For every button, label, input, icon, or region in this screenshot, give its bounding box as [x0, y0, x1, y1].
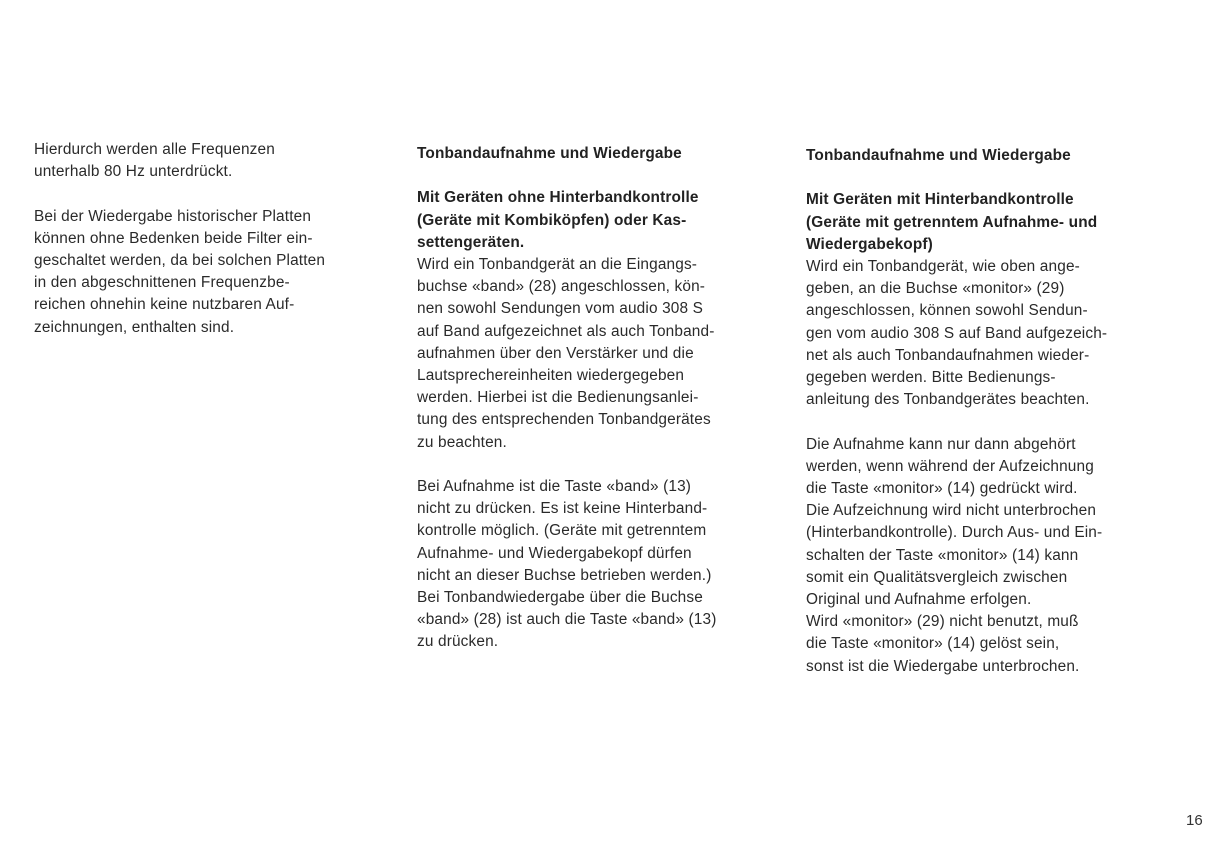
text-line: auf Band aufgezeichnet als auch Tonband-	[417, 322, 715, 340]
text-line: Lautsprechereinheiten wiedergegeben	[417, 367, 685, 385]
text-line: zu drücken.	[417, 633, 499, 651]
left-paragraph-2	[34, 206, 379, 339]
text-line: die Taste «monitor» (14) gedrückt wird.	[806, 480, 1078, 498]
text-line: (Geräte mit getrenntem Aufnahme- und	[806, 213, 1098, 231]
text-line: «band» (28) ist auch die Taste «band» (13)	[417, 611, 717, 629]
left-column	[34, 139, 379, 339]
text-line: (Hinterbandkontrolle). Durch Aus- und Ein-	[806, 524, 1103, 542]
text-line: geben, an die Buchse «monitor» (29)	[806, 280, 1065, 298]
text-line: (Geräte mit Kombiköpfen) oder Kas-	[417, 211, 687, 229]
text-line: können ohne Bedenken beide Filter ein-	[34, 229, 313, 247]
text-line: Wiedergabekopf)	[806, 235, 933, 253]
text-line: Bei der Wiedergabe historischer Platten	[34, 207, 312, 225]
middle-column	[417, 143, 782, 654]
text-line: reichen ohnehin keine nutzbaren Auf-	[34, 296, 295, 314]
text-line: Die Aufnahme kann nur dann abgehört	[806, 435, 1076, 453]
text-line: nen sowohl Sendungen vom audio 308 S	[417, 300, 704, 318]
right-column	[806, 145, 1176, 678]
text-line: Mit Geräten ohne Hinterbandkontrolle	[417, 189, 699, 207]
text-line: gen vom audio 308 S auf Band aufgezeich-	[806, 324, 1108, 342]
section-subheading	[806, 189, 1176, 256]
text-line: schalten der Taste «monitor» (14) kann	[806, 546, 1079, 564]
right-paragraph-2	[806, 434, 1176, 678]
section-subheading	[417, 187, 782, 254]
text-line: Bei Tonbandwiedergabe über die Buchse	[417, 589, 703, 607]
text-line: settengeräten.	[417, 233, 525, 251]
text-line: Hierdurch werden alle Frequenzen	[34, 141, 275, 158]
text-line: zeichnungen, enthalten sind.	[34, 318, 235, 336]
text-line: Bei Aufnahme ist die Taste «band» (13)	[417, 478, 692, 496]
section-heading	[806, 145, 1176, 167]
text-line: buchse «band» (28) angeschlossen, kön-	[417, 278, 706, 296]
text-line: net als auch Tonbandaufnahmen wieder-	[806, 346, 1090, 364]
text-line: sonst ist die Wiedergabe unterbrochen.	[806, 657, 1080, 675]
middle-paragraph-2	[417, 476, 782, 654]
text-line: geschaltet werden, da bei solchen Platten	[34, 252, 326, 269]
text-line: in den abgeschnittenen Frequenzbe-	[34, 274, 290, 292]
text-line: nicht an dieser Buchse betrieben werden.)	[417, 566, 712, 584]
heading-text: Tonbandaufnahme und Wiedergabe	[806, 147, 1071, 164]
page-number: 16	[1186, 812, 1203, 829]
text-line: zu beachten.	[417, 433, 507, 451]
text-line: die Taste «monitor» (14) gelöst sein,	[806, 635, 1060, 653]
heading-text: Tonbandaufnahme und Wiedergabe	[417, 145, 682, 162]
text-line: Aufnahme- und Wiedergabekopf dürfen	[417, 544, 692, 562]
text-line: aufnahmen über den Verstärker und die	[417, 344, 694, 362]
text-line: Wird «monitor» (29) nicht benutzt, muß	[806, 613, 1079, 631]
text-line: kontrolle möglich. (Geräte mit getrenntem	[417, 522, 707, 540]
text-line: werden. Hierbei ist die Bedienungsanlei-	[417, 389, 699, 407]
text-line: gegeben werden. Bitte Bedienungs-	[806, 369, 1056, 387]
text-line: Original und Aufnahme erfolgen.	[806, 591, 1032, 609]
text-line: werden, wenn während der Aufzeichnung	[806, 457, 1094, 475]
text-line: Wird ein Tonbandgerät an die Eingangs-	[417, 256, 698, 273]
text-line: tung des entsprechenden Tonbandgerätes	[417, 411, 711, 429]
text-line: somit ein Qualitätsvergleich zwischen	[806, 568, 1068, 586]
right-paragraph-1	[806, 256, 1176, 411]
text-line: nicht zu drücken. Es ist keine Hinterband-	[417, 500, 708, 518]
text-line: Mit Geräten mit Hinterbandkontrolle	[806, 191, 1074, 209]
text-line: Wird ein Tonbandgerät, wie oben ange-	[806, 258, 1080, 275]
left-paragraph-1	[34, 139, 379, 183]
text-line: unterhalb 80 Hz unterdrückt.	[34, 163, 233, 181]
text-line: Die Aufzeichnung wird nicht unterbrochen	[806, 502, 1097, 520]
text-line: anleitung des Tonbandgerätes beachten.	[806, 391, 1090, 409]
text-line: angeschlossen, können sowohl Sendun-	[806, 302, 1088, 320]
middle-paragraph-1	[417, 254, 782, 454]
section-heading	[417, 143, 782, 165]
